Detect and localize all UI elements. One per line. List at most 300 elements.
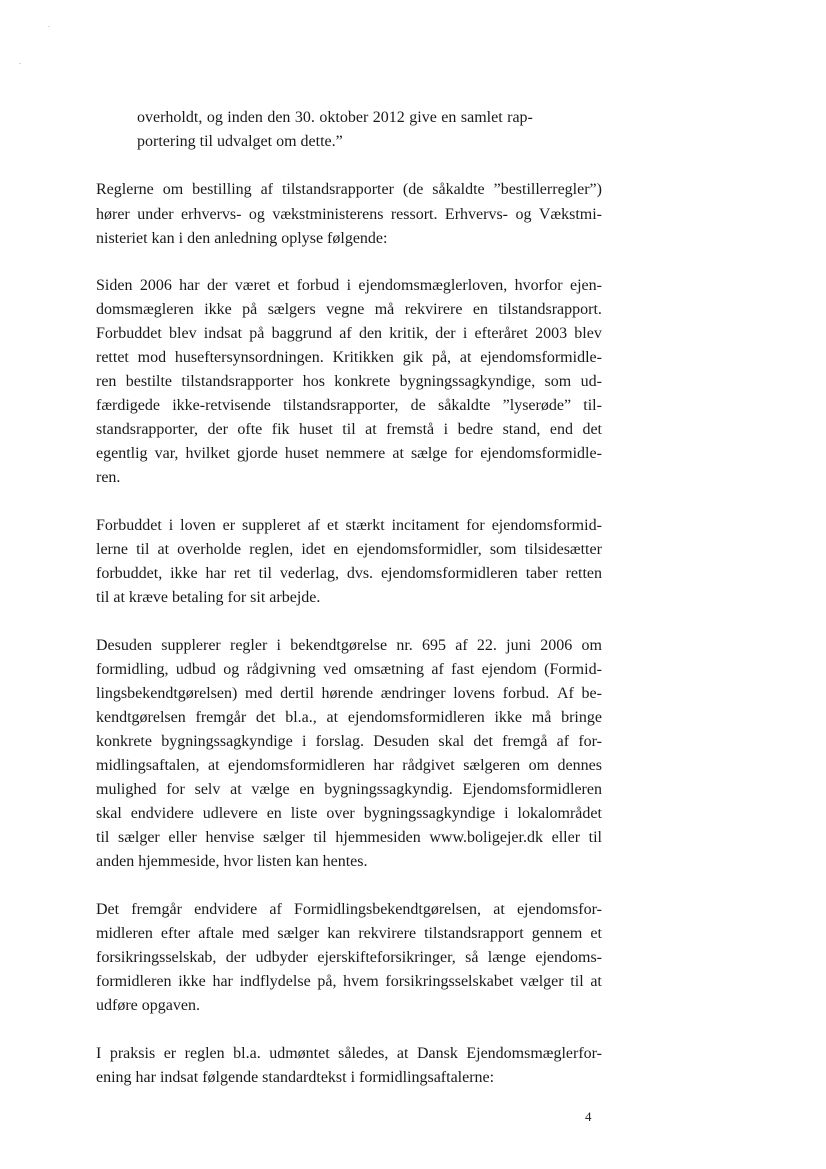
- word: for: [466, 517, 485, 534]
- word: lokalområdet: [517, 805, 602, 822]
- text-line: [96, 732, 602, 752]
- word: gjorde: [236, 445, 278, 462]
- word: med: [244, 685, 273, 702]
- word: forbuddet,: [96, 565, 163, 582]
- word: baggrund: [271, 325, 333, 342]
- word: over: [326, 805, 355, 822]
- word: mod: [137, 349, 167, 366]
- word: vælge: [251, 781, 290, 798]
- word: af: [307, 517, 321, 534]
- word: formidling,: [96, 661, 169, 678]
- word: en: [299, 781, 315, 798]
- word: ikke-retvisende: [172, 397, 271, 414]
- word: der: [435, 325, 456, 342]
- word: sælger: [277, 925, 320, 942]
- word: be-: [581, 685, 602, 702]
- word: vederlag,: [279, 565, 339, 582]
- word: rekvirere: [404, 301, 463, 318]
- text-line: [96, 348, 602, 368]
- word: den: [358, 325, 383, 342]
- text-line: [96, 420, 602, 440]
- word: idet: [301, 541, 326, 558]
- word: sælge: [410, 445, 448, 462]
- word: vælger: [520, 973, 564, 990]
- word: til: [570, 973, 584, 990]
- word: ændringer: [380, 685, 446, 702]
- word: ejendomsformidleren: [228, 757, 365, 774]
- word: stærkt: [345, 517, 385, 534]
- text-line: [96, 972, 602, 992]
- word: standsrapporter,: [96, 421, 198, 438]
- word: efter: [160, 925, 191, 942]
- text-line: [96, 924, 602, 944]
- word: i: [168, 517, 174, 534]
- word: tilstandsrapporter: [281, 181, 394, 198]
- word: bygningssagkyndige,: [399, 373, 536, 390]
- text-line: til at kræve betaling for sit arbejde.: [96, 589, 321, 606]
- word: sælger: [262, 829, 305, 846]
- word: et: [590, 925, 602, 942]
- word: overholdt,: [137, 109, 203, 126]
- word: af: [260, 181, 274, 198]
- word: udbud: [175, 661, 216, 678]
- word: et: [277, 277, 290, 294]
- word: Reglerne: [96, 181, 154, 198]
- word: Vækstmi-: [538, 206, 602, 223]
- word: Siden: [96, 277, 133, 294]
- word: har: [212, 973, 233, 990]
- word: under: [137, 206, 174, 223]
- word: har: [179, 277, 200, 294]
- text-line: nisteriet kan i den anledning oplyse følgende:: [96, 230, 388, 247]
- word: reglen,: [249, 541, 294, 558]
- word: 2006: [139, 277, 172, 294]
- word: gennem: [531, 925, 583, 942]
- text-line: [96, 444, 602, 464]
- word: således,: [338, 1045, 389, 1062]
- text-line: [96, 276, 602, 296]
- text-line: [96, 828, 602, 848]
- word: 2012: [372, 109, 405, 126]
- text-line: [96, 756, 602, 776]
- word: i: [504, 805, 509, 822]
- word: Desuden: [373, 733, 430, 750]
- word: færdigede: [96, 397, 160, 414]
- word: det: [473, 733, 493, 750]
- word: et: [327, 517, 339, 534]
- word: henvise: [205, 829, 255, 846]
- word: ren: [96, 373, 117, 390]
- word: Kritikken: [332, 349, 394, 366]
- word: ejendomsmæglerloven,: [358, 277, 508, 294]
- word: ejendomsformidle-: [480, 445, 602, 462]
- text-line: anden hjemmeside, hvor listen kan hentes.: [96, 853, 368, 870]
- word: (Formid-: [544, 661, 602, 678]
- word: for-: [578, 733, 602, 750]
- word: har: [205, 565, 226, 582]
- word: regler: [229, 637, 268, 654]
- word: aftale: [198, 925, 234, 942]
- word: ”lyserøde”: [502, 397, 572, 414]
- word: selv: [194, 781, 221, 798]
- word: ”bestillerregler”): [493, 181, 602, 198]
- word: at: [459, 349, 472, 366]
- word: oktober: [319, 109, 369, 126]
- word: som: [489, 541, 517, 558]
- word: mulighed: [96, 781, 157, 798]
- word: forsikringsselskab,: [96, 949, 217, 966]
- word: i: [276, 637, 281, 654]
- word: ejendom: [481, 661, 537, 678]
- word: hvilket: [185, 445, 230, 462]
- word: været: [234, 277, 271, 294]
- word: i: [462, 325, 468, 342]
- word: på,: [317, 973, 337, 990]
- word: er: [222, 517, 236, 534]
- word: forbud.: [502, 685, 550, 702]
- word: såkaldte: [432, 181, 485, 198]
- word: 695: [422, 637, 446, 654]
- word: 22.: [476, 637, 497, 654]
- word: der: [225, 949, 247, 966]
- word: rådgivning: [246, 661, 316, 678]
- word: af: [339, 325, 352, 342]
- text-line: [96, 564, 602, 584]
- word: lovens: [453, 685, 495, 702]
- word: bl.a.,: [285, 709, 317, 726]
- word: Forbuddet: [96, 517, 162, 534]
- text-line: [96, 540, 602, 560]
- word: fast: [451, 661, 475, 678]
- word: at: [365, 421, 377, 438]
- word: give: [409, 109, 437, 126]
- word: bygningssagkyndige: [363, 805, 496, 822]
- word: overholde: [177, 541, 242, 558]
- text-line: [96, 180, 602, 200]
- word: om: [528, 757, 550, 774]
- word: at: [208, 757, 220, 774]
- word: rap-: [507, 109, 533, 126]
- word: bedre: [457, 421, 494, 438]
- word: dertil: [280, 685, 314, 702]
- word: sælgeren: [463, 757, 521, 774]
- word: hørende: [321, 685, 374, 702]
- word: og: [206, 109, 223, 126]
- word: egentlig: [96, 445, 148, 462]
- word: erhvervs-: [181, 206, 242, 223]
- word: det: [255, 709, 276, 726]
- word: (de: [402, 181, 424, 198]
- word: konkrete: [334, 373, 391, 390]
- word: Desuden: [96, 637, 152, 654]
- word: tilstandsrapport: [424, 925, 524, 942]
- word: ejendomsformid-: [491, 517, 602, 534]
- word: sælger: [117, 829, 160, 846]
- word: domsmægleren: [96, 301, 194, 318]
- word: på: [242, 301, 258, 318]
- word: forbud: [296, 277, 340, 294]
- word: forsikringsselskabet: [385, 973, 514, 990]
- word: Af: [556, 685, 574, 702]
- word: indflydelse: [239, 973, 311, 990]
- word: Formidlingsbekendtgørelsen,: [293, 901, 482, 918]
- word: reglen: [184, 1045, 225, 1062]
- word: hører: [96, 206, 130, 223]
- word: at: [230, 781, 242, 798]
- word: af: [556, 733, 570, 750]
- word: incitament: [391, 517, 460, 534]
- text-line: [96, 1044, 602, 1064]
- word: må: [374, 301, 395, 318]
- word: så: [465, 949, 479, 966]
- word: ved: [323, 661, 347, 678]
- word: vegne: [326, 301, 365, 318]
- word: juni: [506, 637, 532, 654]
- word: ejen-: [569, 277, 602, 294]
- word: af: [455, 637, 468, 654]
- word: huset: [284, 445, 319, 462]
- word: rådgivet: [402, 757, 455, 774]
- word: kan: [327, 925, 351, 942]
- word: ret: [233, 565, 251, 582]
- word: udlevere: [202, 805, 258, 822]
- word: tilstandsrapporter: [181, 373, 294, 390]
- word: ejendoms-: [535, 949, 602, 966]
- word: vækstministerens: [272, 206, 384, 223]
- word: retten: [565, 565, 602, 582]
- word: i: [301, 733, 307, 750]
- word: samlet: [460, 109, 503, 126]
- word: ressort.: [390, 206, 438, 223]
- word: til: [588, 829, 602, 846]
- word: og: [248, 206, 265, 223]
- word: Ejendomsformidleren: [462, 781, 602, 798]
- word: tilstandsrapport.: [498, 301, 602, 318]
- text-line: portering til udvalget om dette.”: [137, 133, 343, 150]
- text-line: [96, 396, 602, 416]
- word: blev: [169, 325, 197, 342]
- word: huseftersynsordningen.: [174, 349, 324, 366]
- word: dennes: [557, 757, 602, 774]
- scan-speck: [48, 26, 50, 27]
- word: på,: [431, 349, 452, 366]
- word: ejerskifteforsikringer,: [317, 949, 456, 966]
- word: til-: [583, 397, 602, 414]
- word: har: [373, 757, 394, 774]
- word: loven: [180, 517, 216, 534]
- word: må: [531, 709, 552, 726]
- word: for: [454, 445, 474, 462]
- word: der: [207, 421, 228, 438]
- word: dvs.: [346, 565, 374, 582]
- word: ejendomsformidle-: [480, 349, 602, 366]
- word: supplerer: [161, 637, 221, 654]
- word: tilstandsrapporter,: [283, 397, 399, 414]
- text-line: [96, 660, 602, 680]
- page-number: 4: [585, 1109, 592, 1124]
- word: længe: [487, 949, 526, 966]
- word: udbyder: [255, 949, 308, 966]
- word: indsat: [203, 325, 243, 342]
- word: en: [472, 301, 488, 318]
- word: ofte: [237, 421, 263, 438]
- word: der: [206, 277, 228, 294]
- word: formidleren: [96, 973, 172, 990]
- word: hjemmesiden: [335, 829, 421, 846]
- word: praksis: [109, 1045, 156, 1062]
- text-line: [96, 708, 602, 728]
- word: skal: [438, 733, 465, 750]
- word: eller: [551, 829, 581, 846]
- word: www.boligejer.dk: [429, 829, 543, 846]
- word: og: [515, 206, 532, 223]
- word: Forbuddet: [96, 325, 162, 342]
- word: 2003: [535, 325, 568, 342]
- word: af: [431, 661, 444, 678]
- word: såkaldte: [437, 397, 491, 414]
- word: om: [162, 181, 184, 198]
- word: til: [342, 421, 356, 438]
- word: af: [269, 901, 282, 918]
- word: i: [443, 421, 449, 438]
- word: at: [157, 541, 170, 558]
- word: bygningssagkyndige: [161, 733, 293, 750]
- text-line: ening har indsat følgende standardtekst i formidlingsaftalerne:: [96, 1069, 495, 1086]
- text-line: [96, 900, 602, 920]
- word: huset: [299, 421, 333, 438]
- word: bl.a.: [233, 1045, 261, 1062]
- word: fremgår: [195, 709, 247, 726]
- word: til: [136, 541, 150, 558]
- word: eller: [168, 829, 197, 846]
- word: efteråret: [474, 325, 528, 342]
- word: kendtgørelsen: [96, 709, 186, 726]
- word: sælgers: [267, 301, 316, 318]
- word: at: [396, 1045, 409, 1062]
- word: skal: [96, 805, 122, 822]
- text-line: [96, 804, 602, 824]
- word: til: [313, 829, 327, 846]
- word: Ejendomsmæglerfor-: [466, 1045, 602, 1062]
- text-line: [96, 684, 602, 704]
- word: inden: [227, 109, 263, 126]
- word: ikke: [494, 709, 523, 726]
- word: fremstå: [386, 421, 435, 438]
- word: og: [223, 661, 240, 678]
- word: udmøntet: [269, 1045, 330, 1062]
- word: at: [493, 901, 505, 918]
- word: bringe: [561, 709, 602, 726]
- word: endvidere: [194, 901, 258, 918]
- word: taber: [525, 565, 558, 582]
- word: i: [346, 277, 352, 294]
- word: en: [266, 805, 282, 822]
- text-line: [96, 300, 602, 320]
- word: en: [333, 541, 349, 558]
- word: bestilling: [192, 181, 252, 198]
- text-line: ren.: [96, 469, 121, 486]
- word: midlingsaftalen,: [96, 757, 200, 774]
- word: Dansk: [416, 1045, 458, 1062]
- word: endvidere: [130, 805, 194, 822]
- word: rettet: [96, 349, 129, 366]
- word: de: [410, 397, 426, 414]
- word: for: [166, 781, 185, 798]
- word: hos: [302, 373, 325, 390]
- text-line: [96, 780, 602, 800]
- word: ud-: [580, 373, 602, 390]
- word: tilsidesætter: [524, 541, 602, 558]
- word: den: [267, 109, 291, 126]
- word: konkrete: [96, 733, 152, 750]
- word: var,: [154, 445, 179, 462]
- word: ejendomsformidleren: [380, 565, 518, 582]
- word: ikke: [178, 973, 206, 990]
- word: bekendtgørelse: [290, 637, 388, 654]
- word: at: [326, 709, 339, 726]
- word: lerne: [96, 541, 128, 558]
- word: suppleret: [242, 517, 301, 534]
- word: det: [582, 421, 602, 438]
- text-line: [137, 108, 533, 128]
- word: at: [392, 445, 404, 462]
- word: en: [441, 109, 457, 126]
- word: nemmere: [325, 445, 386, 462]
- word: 2006: [540, 637, 573, 654]
- word: Det: [96, 901, 120, 918]
- text-line: [96, 948, 602, 968]
- word: at: [590, 973, 602, 990]
- word: Erhvervs-: [444, 206, 509, 223]
- word: lingsbekendtgørelsen): [96, 685, 238, 702]
- word: til: [258, 565, 272, 582]
- word: som: [544, 373, 572, 390]
- text-line: [96, 324, 602, 344]
- scan-speck: [19, 63, 21, 64]
- word: ejendomsfor-: [516, 901, 602, 918]
- word: hvorfor: [514, 277, 563, 294]
- word: blev: [574, 325, 602, 342]
- word: I: [96, 1045, 102, 1062]
- text-line: [96, 516, 602, 536]
- word: ikke: [204, 301, 232, 318]
- word: til: [96, 829, 110, 846]
- word: end: [549, 421, 573, 438]
- word: 30.: [294, 109, 315, 126]
- word: rekvirere: [358, 925, 417, 942]
- word: stand,: [502, 421, 541, 438]
- word: fik: [271, 421, 290, 438]
- word: hvem: [343, 973, 379, 990]
- text-line: [96, 636, 602, 656]
- word: kritik,: [389, 325, 428, 342]
- word: er: [163, 1045, 177, 1062]
- word: fremgå: [502, 733, 548, 750]
- word: bygningssagkyndig.: [324, 781, 453, 798]
- word: gik: [402, 349, 424, 366]
- word: nr.: [396, 637, 413, 654]
- word: om: [581, 637, 602, 654]
- word: ejendomsformidler,: [356, 541, 482, 558]
- word: forslag.: [315, 733, 365, 750]
- word: bestilte: [125, 373, 173, 390]
- word: liste: [290, 805, 318, 822]
- word: med: [241, 925, 270, 942]
- word: fremgår: [131, 901, 182, 918]
- word: ikke: [170, 565, 198, 582]
- word: på: [249, 325, 265, 342]
- word: midleren: [96, 925, 153, 942]
